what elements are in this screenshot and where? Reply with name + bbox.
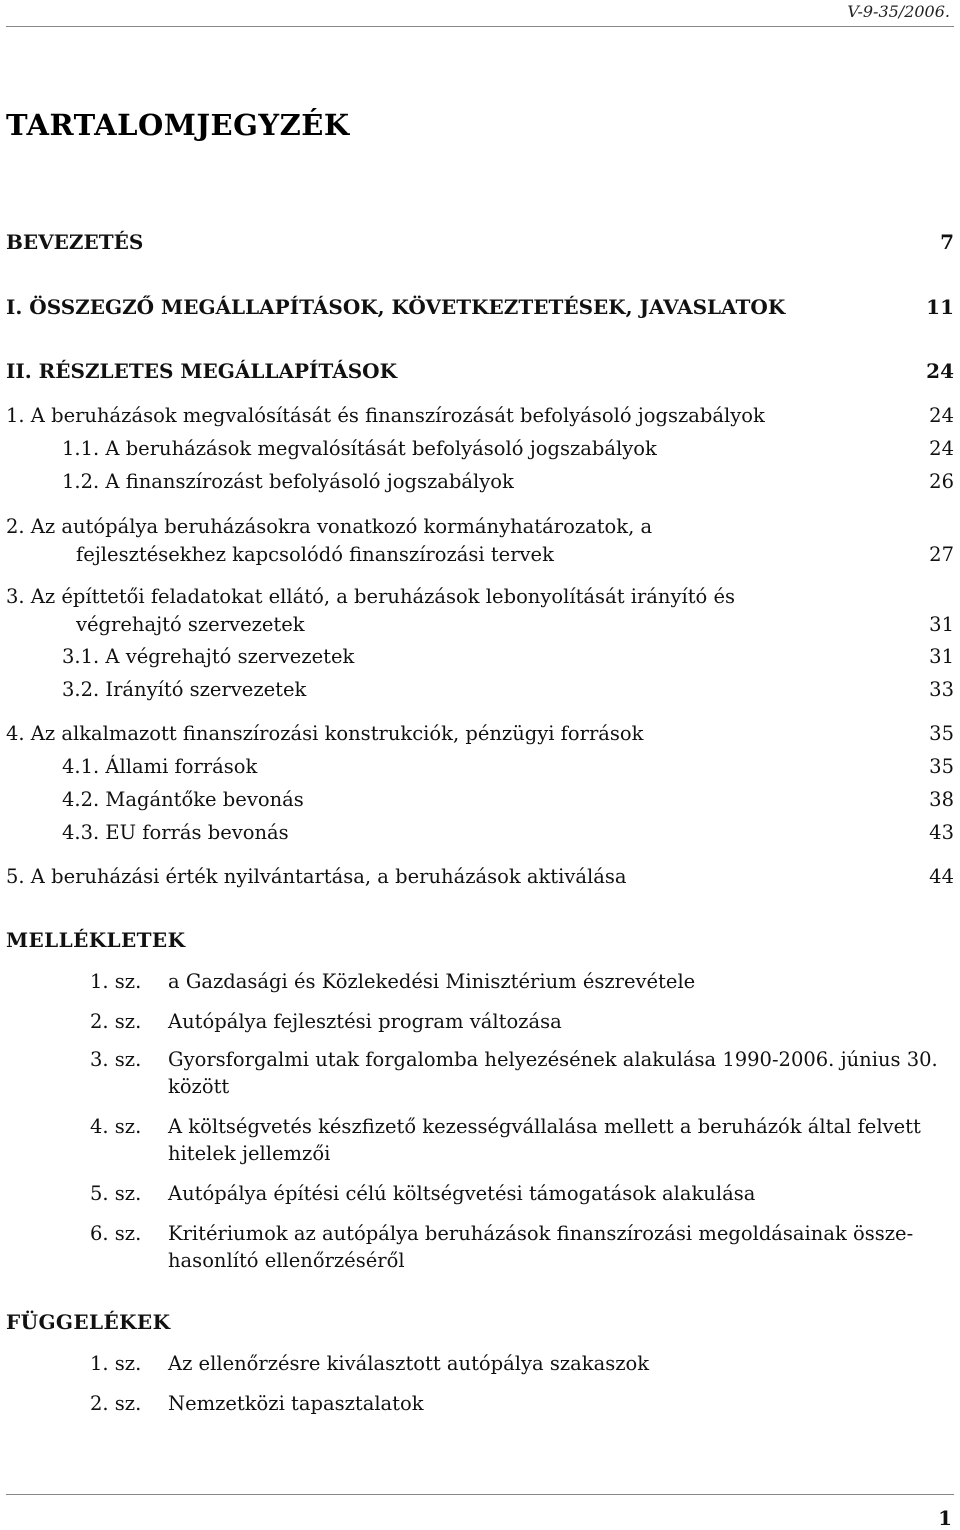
toc-entry-text: I. ÖSSZEGZŐ MEGÁLLAPÍTÁSOK, KÖVETKEZTETÉSEK, JAVASLATOK xyxy=(6,295,786,319)
toc-entry-bevezetes[interactable] xyxy=(6,228,954,256)
toc-entry-text: 1.1. A beruházások megvalósítását befolyásoló jogszabályok xyxy=(62,437,657,460)
document-reference: V-9-35/2006. xyxy=(847,2,950,21)
footer-divider xyxy=(6,1494,954,1495)
toc-page-number: 24 xyxy=(929,437,954,460)
toc-entry-part1[interactable] xyxy=(6,293,954,321)
toc-page-number: 35 xyxy=(929,755,954,778)
supplement-item[interactable] xyxy=(90,1350,956,1377)
toc-entry-text-continued: fejlesztésekhez kapcsolódó finanszírozási tervek xyxy=(76,543,554,566)
appendix-title: Autópálya fejlesztési program változása xyxy=(168,1010,562,1033)
toc-entry-text: II. RÉSZLETES MEGÁLLAPÍTÁSOK xyxy=(6,359,397,383)
appendices-heading: MELLÉKLETEK xyxy=(6,928,186,952)
toc-entry-text: BEVEZETÉS xyxy=(6,230,144,254)
toc-page-number: 43 xyxy=(929,821,954,844)
toc-page-number: 33 xyxy=(929,678,954,701)
toc-page-number: 31 xyxy=(929,645,954,668)
toc-entry-5[interactable] xyxy=(6,863,954,891)
supplement-label: 1. sz. xyxy=(90,1352,142,1375)
appendix-item[interactable] xyxy=(90,1113,956,1167)
toc-entry-text: 5. A beruházási érték nyilvántartása, a beruházások aktiválása xyxy=(6,865,627,888)
appendix-item[interactable] xyxy=(90,1008,956,1035)
appendix-item[interactable] xyxy=(90,1046,956,1100)
toc-page-number: 31 xyxy=(929,613,954,636)
toc-entry-text: 2. Az autópálya beruházásokra vonatkozó kormányhatározatok, a xyxy=(6,515,653,538)
supplement-title: Az ellenőrzésre kiválasztott autópálya szakaszok xyxy=(168,1352,650,1375)
appendix-item[interactable] xyxy=(90,1220,956,1274)
toc-page-number: 7 xyxy=(940,230,954,254)
appendix-title: a Gazdasági és Közlekedési Minisztérium észrevétele xyxy=(168,970,696,993)
toc-entry-text: 3.1. A végrehajtó szervezetek xyxy=(62,645,355,668)
toc-entry-text-continued: végrehajtó szervezetek xyxy=(76,613,305,636)
toc-entry-text: 4.2. Magántőke bevonás xyxy=(62,788,304,811)
toc-entry-text: 3. Az építtetői feladatokat ellátó, a beruházások lebonyolítását irányító és xyxy=(6,585,736,608)
header-divider xyxy=(6,26,954,27)
supplements-heading: FÜGGELÉKEK xyxy=(6,1310,171,1334)
toc-page-number: 27 xyxy=(929,543,954,566)
appendix-label: 4. sz. xyxy=(90,1115,142,1138)
toc-entry-text: 3.2. Irányító szervezetek xyxy=(62,678,307,701)
appendix-item[interactable] xyxy=(90,968,956,995)
appendix-label: 2. sz. xyxy=(90,1010,142,1033)
toc-page-number: 24 xyxy=(926,359,954,383)
appendix-title: Gyorsforgalmi utak forgalomba helyezésének alakulása 1990-2006. június 30. között xyxy=(168,1048,938,1098)
toc-page-number: 44 xyxy=(929,865,954,888)
appendix-title: Kritériumok az autópálya beruházások finanszírozási megoldásainak összehasonlító ellenőrzéséről xyxy=(168,1222,914,1272)
toc-entry-text: 1. A beruházások megvalósítását és finanszírozását befolyásoló jogszabályok xyxy=(6,404,765,427)
toc-entry-text: 4. Az alkalmazott finanszírozási konstrukciók, pénzügyi források xyxy=(6,722,644,745)
appendix-title: A költségvetés készfizető kezességvállalása mellett a beruházók által felvett hitelek jellemzői xyxy=(168,1115,921,1165)
appendix-label: 1. sz. xyxy=(90,970,142,993)
toc-page-number: 11 xyxy=(926,295,954,319)
appendix-label: 3. sz. xyxy=(90,1048,142,1071)
appendix-title: Autópálya építési célú költségvetési támogatások alakulása xyxy=(168,1182,756,1205)
page-number: 1 xyxy=(938,1506,952,1530)
supplement-label: 2. sz. xyxy=(90,1392,142,1415)
appendix-label: 5. sz. xyxy=(90,1182,142,1205)
toc-entry-3[interactable] xyxy=(6,583,954,639)
toc-entry-part2[interactable] xyxy=(6,357,954,385)
toc-page-number: 24 xyxy=(929,404,954,427)
page-title: TARTALOMJEGYZÉK xyxy=(6,108,350,142)
toc-entry-4[interactable] xyxy=(6,720,954,748)
supplement-item[interactable] xyxy=(90,1390,956,1417)
supplement-title: Nemzetközi tapasztalatok xyxy=(168,1392,424,1415)
toc-entry-2[interactable] xyxy=(6,513,954,569)
appendix-item[interactable] xyxy=(90,1180,956,1207)
toc-page-number: 35 xyxy=(929,722,954,745)
toc-page-number: 38 xyxy=(929,788,954,811)
toc-entry-text: 1.2. A finanszírozást befolyásoló jogszabályok xyxy=(62,470,514,493)
toc-entry-1[interactable] xyxy=(6,402,954,430)
toc-entry-text: 4.3. EU forrás bevonás xyxy=(62,821,289,844)
toc-page-number: 26 xyxy=(929,470,954,493)
toc-entry-text: 4.1. Állami források xyxy=(62,755,258,778)
appendix-label: 6. sz. xyxy=(90,1222,142,1245)
